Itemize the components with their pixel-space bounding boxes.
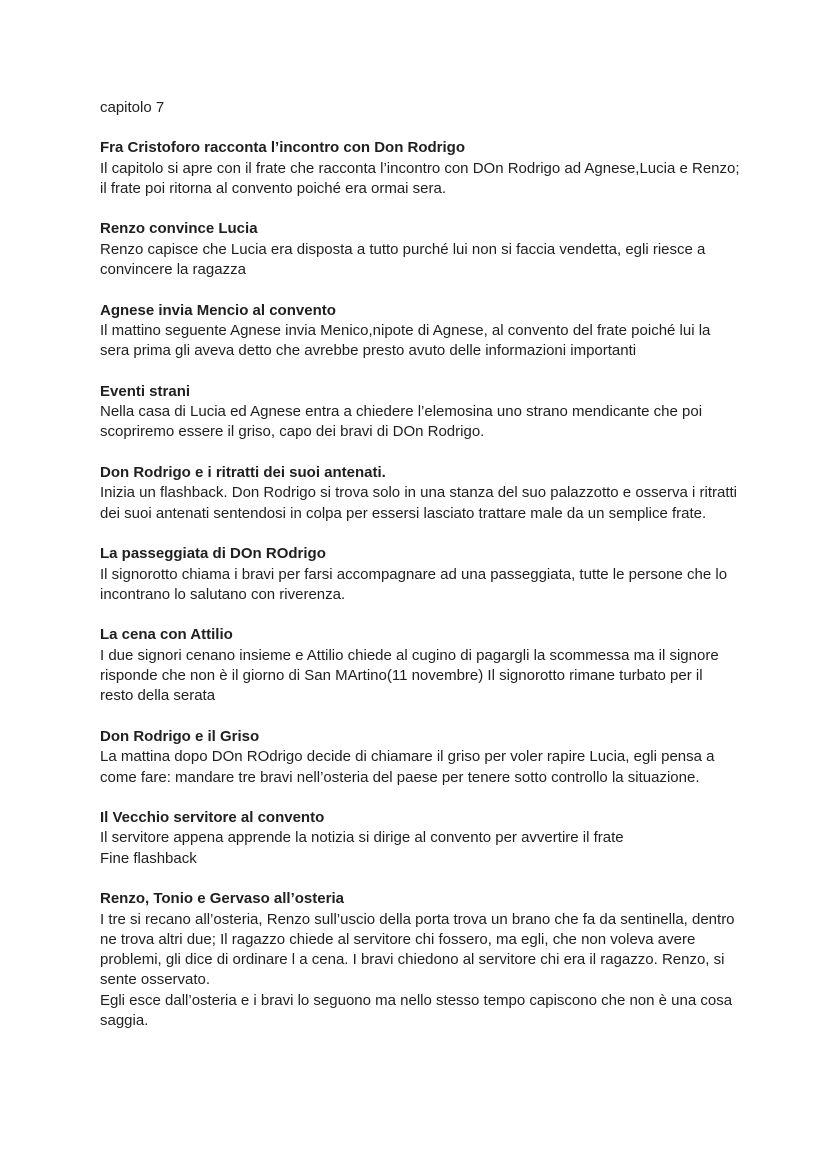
section-paragraph: Egli esce dall’osteria e i bravi lo seguono ma nello stesso tempo capiscono che non è una cosa saggia.: [100, 991, 733, 1030]
section-heading: Eventi strani: [100, 382, 191, 400]
section-heading: Agnese invia Mencio al convento: [100, 301, 336, 319]
section: [100, 889, 740, 1031]
section-paragraph: Fine flashback: [100, 849, 197, 867]
section: [100, 625, 740, 706]
section: [100, 301, 740, 362]
section-heading: Don Rodrigo e il Griso: [100, 727, 260, 745]
section-paragraph: Il mattino seguente Agnese invia Menico,nipote di Agnese, al convento del frate poiché lui la sera prima gli aveva detto che avrebbe presto avuto delle informazioni importanti: [100, 321, 711, 360]
section-heading: La cena con Attilio: [100, 626, 233, 644]
section: [100, 463, 740, 524]
chapter-title: capitolo 7: [100, 99, 165, 116]
section-heading: Don Rodrigo e i ritratti dei suoi antenati.: [100, 464, 386, 482]
section-paragraph: La mattina dopo DOn ROdrigo decide di chiamare il griso per voler rapire Lucia, egli pensa a come fare: mandare tre bravi nell’osteria del paese per tenere sotto controllo la situazione.: [100, 748, 715, 786]
section-paragraph: I tre si recano all’osteria, Renzo sull’uscio della porta trova un brano che fa da sentinella, dentro ne trova altri due; Il ragazzo chiede al servitore chi fossero, ma egli, che non voleva avere problemi, gli dice di ordinare l a cena. I bravi chiedono al servitore chi era il ragazzo. Renzo, si sente osservato.: [100, 910, 735, 989]
section: [100, 219, 740, 280]
section-paragraph: Nella casa di Lucia ed Agnese entra a chiedere l’elemosina uno strano mendicante che poi scopriremo essere il griso, capo dei bravi di DOn Rodrigo.: [100, 403, 703, 441]
section-paragraph: Il servitore appena apprende la notizia si dirige al convento per avvertire il frate: [100, 829, 624, 847]
section: [100, 138, 740, 199]
section-heading: Il Vecchio servitore al convento: [100, 809, 325, 827]
section-heading: La passeggiata di DOn ROdrigo: [100, 545, 326, 563]
section-heading: Renzo, Tonio e Gervaso all’osteria: [100, 890, 344, 908]
section: [100, 727, 740, 788]
document-page: [100, 98, 740, 1052]
section-heading: Renzo convince Lucia: [100, 220, 258, 238]
section: [100, 808, 740, 869]
section-paragraph: Il capitolo si apre con il frate che racconta l’incontro con DOn Rodrigo ad Agnese,Lucia e Renzo; il frate poi ritorna al convento poiché era ormai sera.: [100, 159, 740, 197]
section: [100, 382, 740, 443]
section-heading: Fra Cristoforo racconta l’incontro con Don Rodrigo: [100, 139, 466, 157]
section: [100, 544, 740, 605]
section-paragraph: Renzo capisce che Lucia era disposta a tutto purché lui non si faccia vendetta, egli riesce a convincere la ragazza: [100, 240, 706, 279]
section-paragraph: Il signorotto chiama i bravi per farsi accompagnare ad una passeggiata, tutte le persone che lo incontrano lo salutano con riverenza.: [100, 565, 728, 603]
section-paragraph: Inizia un flashback. Don Rodrigo si trova solo in una stanza del suo palazzotto e osserva i ritratti dei suoi antenati sentendosi in colpa per essersi lasciato trattare male da un semplice frate.: [100, 484, 738, 522]
section-paragraph: I due signori cenano insieme e Attilio chiede al cugino di pagargli la scommessa ma il signore risponde che non è il giorno di San MArtino(11 novembre) Il signorotto rimane turbato per il resto della serata: [100, 646, 719, 705]
